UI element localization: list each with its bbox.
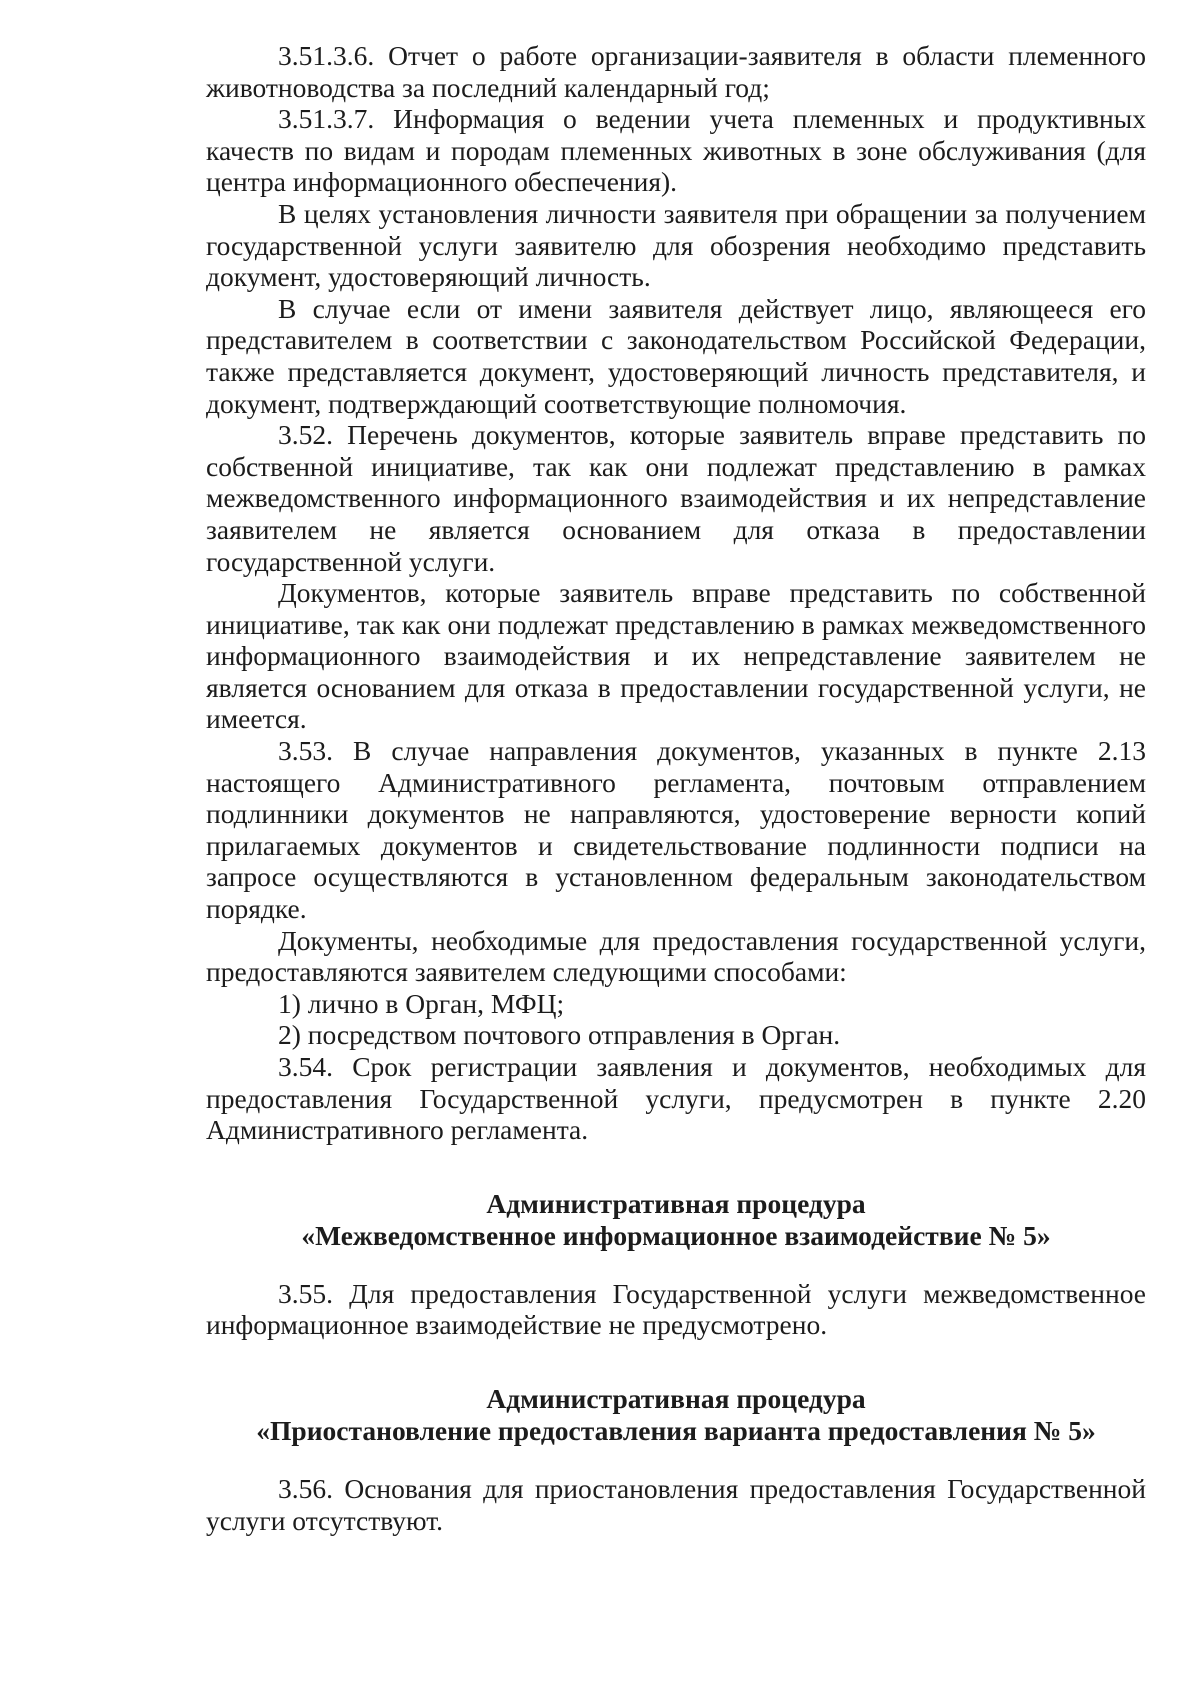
paragraph-identity-document: В целях установления личности заявителя при обращении за получением государственной услуги заявителю для обозрения необходимо представить документ, удостоверяющий личность. — [206, 197, 1146, 293]
paragraph-3-53: 3.53. В случае направления документов, указанных в пункте 2.13 настоящего Административного регламента, почтовым отправлением подлинники документов не направляются, удостоверение верности копий прилагаемых документов и свидетельствование подлинности подписи на запросе осуществляются в установленном федеральным законодательством порядке. — [206, 735, 1146, 925]
list-item-in-person: 1) лично в Орган, МФЦ; — [278, 987, 565, 1019]
paragraph-submission-methods: Документы, необходимые для предоставления государственной услуги, предоставляются заявителем следующими способами: — [206, 924, 1146, 988]
spacer — [206, 1146, 1146, 1188]
list-item-by-mail: 2) посредством почтового отправления в Орган. — [278, 1019, 841, 1051]
section-heading-interagency: «Межведомственное информационное взаимодействие № 5» — [301, 1219, 1051, 1251]
paragraph-3-55: 3.55. Для предоставления Государственной услуги межведомственное информационное взаимодействие не предусмотрено. — [206, 1277, 1146, 1341]
section-heading-suspension: «Приостановление предоставления варианта предоставления № 5» — [256, 1414, 1096, 1446]
section-heading-procedure-2: Административная процедура — [486, 1382, 866, 1414]
paragraph-3-51-3-7: 3.51.3.7. Информация о ведении учета племенных и продуктивных качеств по видам и породам племенных животных в зоне обслуживания (для центра информационного обеспечения). — [206, 103, 1146, 198]
paragraph-3-54: 3.54. Срок регистрации заявления и документов, необходимых для предоставления Государственной услуги, предусмотрен в пункте 2.20 Административного регламента. — [206, 1051, 1146, 1146]
spacer — [206, 1341, 1146, 1383]
section-heading-procedure: Административная процедура — [486, 1187, 866, 1219]
spacer — [206, 1252, 1146, 1278]
paragraph-representative: В случае если от имени заявителя действует лицо, являющееся его представителем в соответствии с законодательством Российской Федерации, также представляется документ, удостоверяющий личность представителя, и документ, подтверждающий соответствующие полномочия. — [206, 292, 1146, 419]
paragraph-3-52: 3.52. Перечень документов, которые заявитель вправе представить по собственной инициативе, так как они подлежат представлению в рамках межведомственного информационного взаимодействия и их непредставление заявителем не является основанием для отказа в предоставлении государственной услуги. — [206, 419, 1146, 577]
paragraph-3-51-3-6: 3.51.3.6. Отчет о работе организации-заявителя в области племенного животноводства за последний календарный год; — [206, 40, 1146, 103]
paragraph-3-56: 3.56. Основания для приостановления предоставления Государственной услуги отсутствуют. — [206, 1472, 1146, 1536]
document-page — [206, 40, 1146, 1536]
spacer — [206, 1447, 1146, 1473]
paragraph-no-documents: Документов, которые заявитель вправе представить по собственной инициативе, так как они подлежат представлению в рамках межведомственного информационного взаимодействия и их непредставление заявителем не является основанием для отказа в предоставлении государственной услуги, не имеется. — [206, 577, 1146, 735]
